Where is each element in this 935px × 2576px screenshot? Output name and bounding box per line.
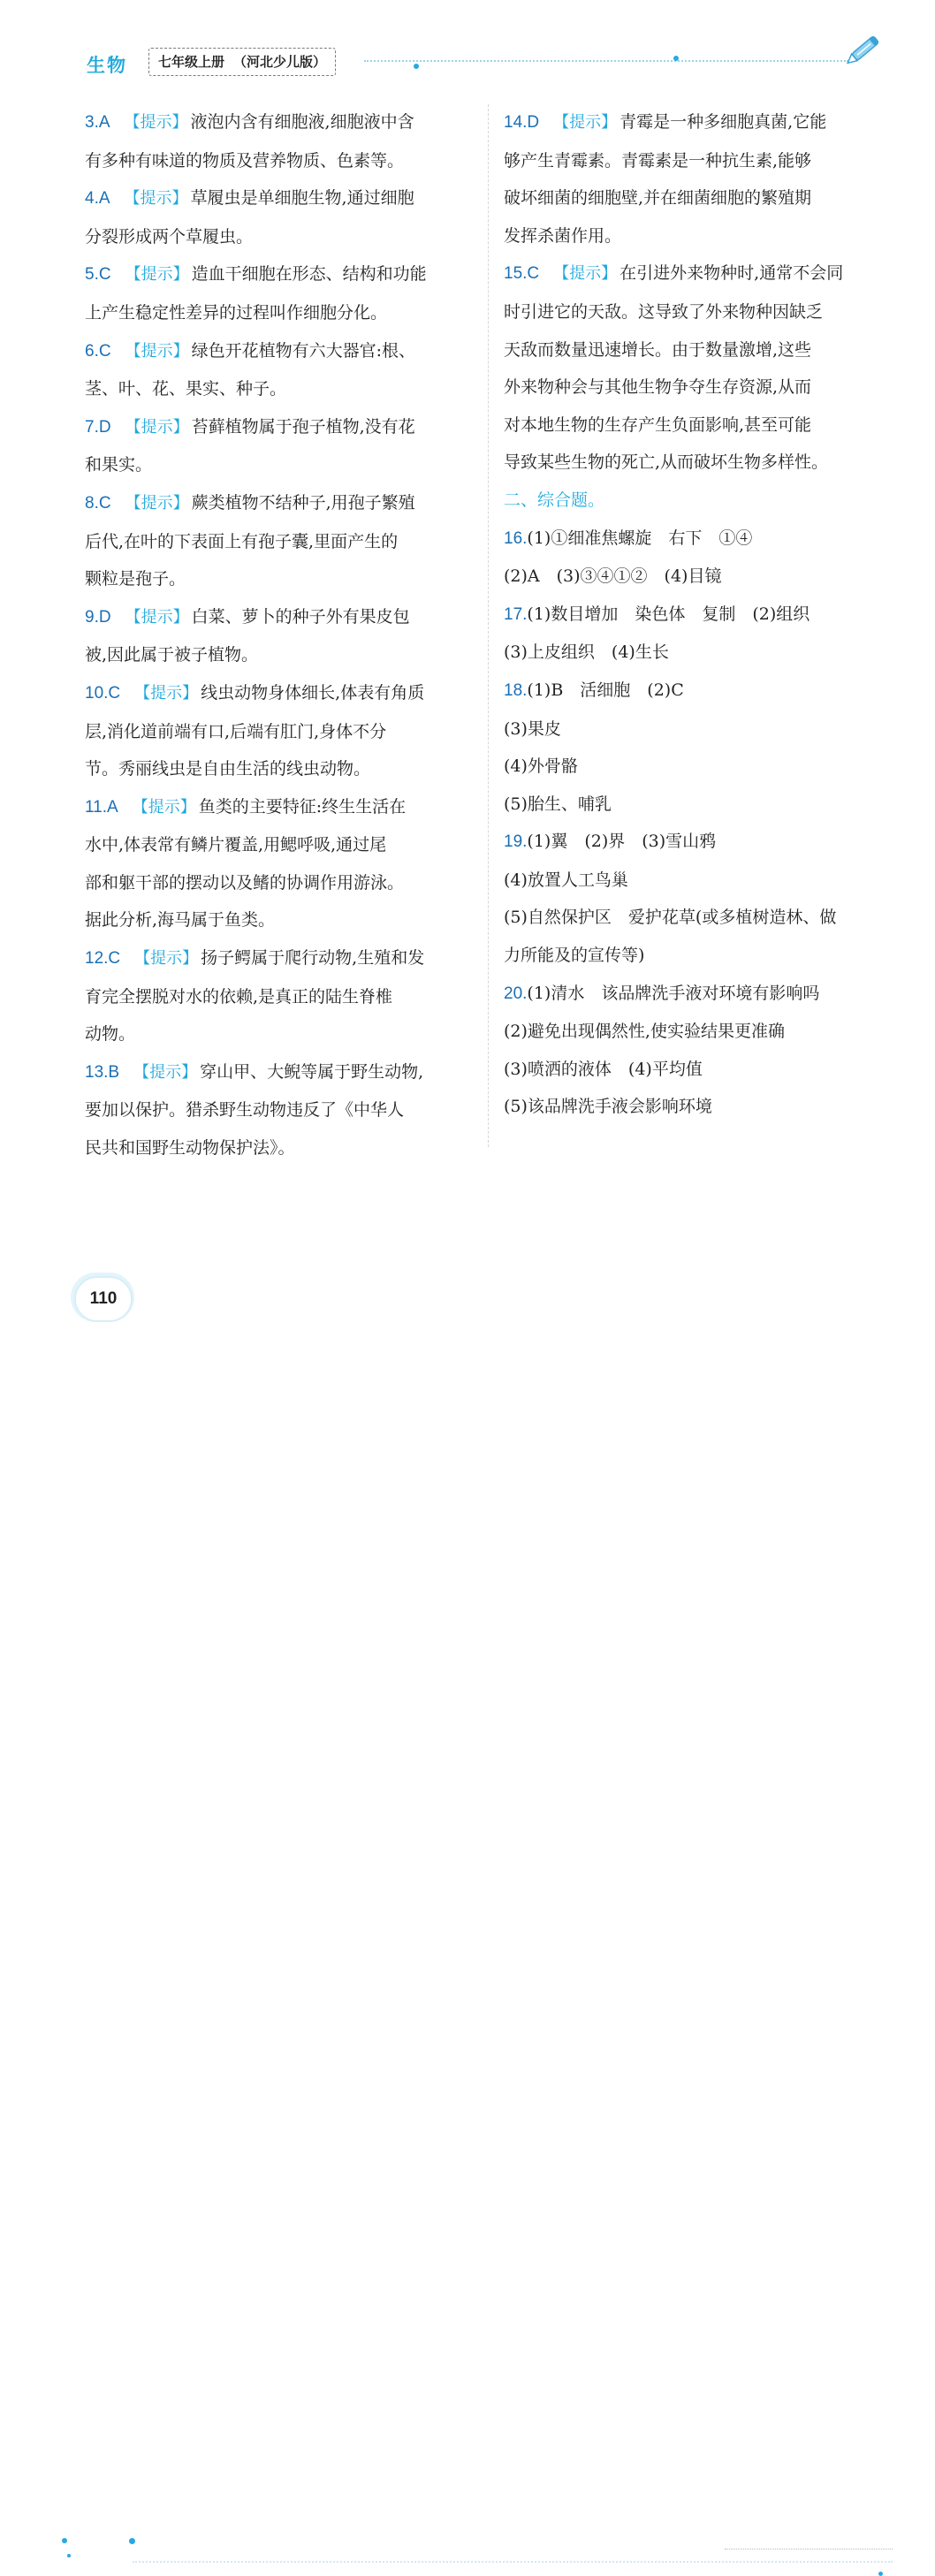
answer-item: [85, 939, 470, 1053]
answer-line: [85, 523, 470, 561]
header-dot: [414, 64, 419, 69]
answer-line: [85, 978, 470, 1016]
answer-choice: A: [98, 113, 110, 132]
hint-label: 【提示】: [553, 113, 618, 132]
answer-line: [85, 713, 470, 751]
answer-text: (2)A (3)③④①② (4)目镜: [504, 566, 722, 587]
answer-text: (3)果皮: [504, 718, 561, 739]
question-number: 5.: [85, 265, 99, 285]
hint-text: 在引进外来物种时,通常不会同: [620, 263, 844, 284]
hint-label: 【提示】: [132, 797, 196, 817]
question-number: 20.: [504, 984, 528, 1003]
hint-text: 据此分析,海马属于鱼类。: [85, 910, 276, 931]
hint-text: 草履虫是单细胞生物,通过细胞: [190, 188, 414, 209]
hint-text: 外来物种会与其他生物争夺生存资源,从而: [504, 377, 812, 398]
hint-text: 动物。: [85, 1024, 136, 1045]
answer-line: [504, 786, 886, 824]
hint-text: 和果实。: [85, 455, 153, 475]
answer-line: [504, 672, 886, 710]
answer-line: [504, 862, 886, 900]
answer-line: [504, 558, 886, 596]
footer-dot: [129, 2538, 135, 2544]
answer-block: [504, 596, 886, 672]
answer-text: (3)上皮组织 (4)生长: [504, 642, 669, 663]
answer-line: [85, 446, 470, 484]
answer-line: [85, 1091, 470, 1129]
hint-text: 茎、叶、花、果实、种子。: [85, 379, 287, 399]
answer-line: [85, 1053, 470, 1092]
answer-choice: C: [98, 265, 111, 285]
answer-line: [504, 520, 886, 559]
hint-text: 被,因此属于被子植物。: [85, 645, 259, 665]
answer-item: [85, 332, 470, 408]
question-number: 17.: [504, 604, 528, 624]
question-number: 8.: [85, 493, 99, 513]
answer-line: [504, 407, 886, 445]
answer-choice: A: [98, 189, 110, 209]
question-number: 13.: [85, 1062, 109, 1082]
hint-label: 【提示】: [124, 113, 188, 132]
answer-line: [85, 826, 470, 864]
answer-line: [504, 331, 886, 369]
hint-text: 对本地生物的生存产生负面影响,甚至可能: [504, 414, 812, 435]
header-dotted-line: [364, 60, 848, 62]
answer-item: [85, 484, 470, 598]
hint-text: 破坏细菌的细胞壁,并在细菌细胞的繁殖期: [504, 188, 812, 209]
footer-dot: [62, 2538, 67, 2543]
hint-label: 【提示】: [134, 949, 199, 969]
answer-text: (1)清水 该品牌洗手液对环境有影响吗: [527, 983, 820, 1003]
answer-line: [504, 1051, 886, 1089]
answer-item: [504, 255, 886, 482]
question-number: 11.: [85, 797, 108, 817]
answer-line: [85, 560, 470, 598]
hint-text: 育完全摆脱对水的依赖,是真正的陆生脊椎: [85, 986, 393, 1007]
question-number: 15.: [504, 264, 528, 284]
answer-line: [85, 370, 470, 408]
answer-choice: C: [108, 949, 121, 969]
hint-text: 颗粒是孢子。: [85, 569, 186, 589]
answer-text: (1)数目增加 染色体 复制 (2)组织: [527, 604, 810, 624]
answer-line: [504, 975, 886, 1014]
answer-line: [85, 750, 470, 788]
hint-text: 蕨类植物不结种子,用孢子繁殖: [191, 492, 415, 513]
question-number: 10.: [85, 683, 109, 703]
hint-text: 鱼类的主要特征:终生生活在: [198, 796, 407, 817]
question-number: 7.: [85, 417, 99, 437]
section-title: 二、综合题。: [504, 490, 605, 510]
answer-choice: C: [98, 493, 111, 513]
answer-text: (5)胎生、哺乳: [504, 794, 612, 814]
hint-label: 【提示】: [125, 607, 189, 627]
hint-text: 上产生稳定性差异的过程叫作细胞分化。: [85, 302, 388, 323]
hint-text: 后代,在叶的下表面上有孢子囊,里面产生的: [85, 531, 399, 551]
question-number: 6.: [85, 341, 99, 361]
answer-line: [85, 1129, 470, 1167]
answer-line: [85, 103, 470, 142]
answer-line: [85, 864, 470, 902]
answer-choice: C: [527, 264, 540, 284]
page-header: [0, 0, 935, 88]
answer-line: [85, 598, 470, 637]
question-number: 3.: [85, 113, 99, 132]
answer-line: [85, 255, 470, 294]
answer-line: [504, 293, 886, 331]
left-column: [85, 103, 470, 1167]
answer-text: 力所能及的宣传等): [504, 946, 645, 966]
answer-choice: C: [108, 683, 121, 703]
answer-item: [85, 788, 470, 939]
answer-text: (5)该品牌洗手液会影响环境: [504, 1097, 712, 1117]
answer-item: [85, 598, 470, 674]
answer-line: [504, 596, 886, 635]
hint-text: 绿色开花植物有六大器官:根、: [191, 340, 415, 361]
grade-label-box: [148, 48, 336, 76]
answer-text: (4)外骨骼: [504, 756, 578, 777]
question-number: 12.: [85, 949, 109, 969]
answer-item: [85, 408, 470, 484]
answer-line: [85, 408, 470, 447]
hint-text: 部和躯干部的摆动以及鳍的协调作用游泳。: [85, 872, 405, 893]
hint-text: 时引进它的天敌。这导致了外来物种因缺乏: [504, 301, 824, 322]
footer-dot: [878, 2572, 883, 2576]
subject-title: 生物: [87, 55, 127, 76]
question-number: 19.: [504, 832, 528, 852]
hint-text: 分裂形成两个草履虫。: [85, 226, 254, 247]
answer-block: [504, 520, 886, 596]
answer-text: (1)①细准焦螺旋 右下 ①④: [527, 528, 753, 548]
question-number: 4.: [85, 189, 99, 209]
answer-line: [504, 1088, 886, 1126]
answer-line: [504, 103, 886, 142]
question-number: 16.: [504, 528, 528, 548]
answer-line: [85, 788, 470, 827]
hint-text: 导致某些生物的死亡,从而破坏生物多样性。: [504, 452, 829, 473]
hint-text: 层,消化道前端有口,后端有肛门,身体不分: [85, 721, 387, 741]
answer-item: [504, 103, 886, 255]
answer-line: [504, 369, 886, 407]
answer-text: (1)B 活细胞 (2)C: [527, 680, 684, 700]
answer-line: [85, 1015, 470, 1053]
answer-text: (4)放置人工鸟巢: [504, 870, 628, 890]
answer-line: [504, 255, 886, 293]
hint-label: 【提示】: [124, 189, 188, 209]
answer-line: [504, 899, 886, 937]
answer-line: [85, 674, 470, 713]
right-column: [504, 103, 886, 1126]
answer-item: [85, 103, 470, 179]
answer-list: [504, 520, 886, 1127]
answer-choice: D: [98, 417, 111, 437]
hint-text: 苔藓植物属于孢子植物,没有花: [191, 416, 415, 437]
answer-block: [504, 672, 886, 823]
answer-line: [504, 142, 886, 180]
answer-line: [85, 636, 470, 674]
hint-label: 【提示】: [125, 417, 189, 437]
hint-text: 有多种有味道的物质及营养物质、色素等。: [85, 150, 405, 171]
hint-text: 天敌而数量迅速增长。由于数量激增,这些: [504, 339, 812, 360]
question-number: 18.: [504, 680, 528, 700]
answer-text: (5)自然保护区 爱护花草(或多植树造林、做: [504, 908, 837, 928]
answer-line: [85, 142, 470, 180]
answer-line: [504, 1013, 886, 1051]
question-number: 14.: [504, 113, 528, 132]
hint-text: 穿山甲、大鲵等属于野生动物,: [200, 1061, 424, 1082]
answer-line: [85, 484, 470, 523]
answer-line: [85, 179, 470, 218]
hint-label: 【提示】: [125, 265, 189, 285]
grade-label: 七年级上册: [158, 54, 225, 70]
hint-text: 线虫动物身体细长,体表有角质: [201, 682, 425, 703]
answer-line: [85, 901, 470, 939]
answer-line: [85, 294, 470, 332]
answer-choice: D: [98, 607, 111, 627]
answer-item: [85, 674, 470, 788]
answer-line: [504, 444, 886, 482]
hint-label: 【提示】: [133, 1062, 198, 1082]
hint-text: 扬子鳄属于爬行动物,生殖和发: [201, 948, 425, 969]
answer-item: [85, 1053, 470, 1167]
hint-label: 【提示】: [553, 264, 618, 284]
answer-item: [85, 179, 470, 255]
answer-block: [504, 975, 886, 1126]
hint-label: 【提示】: [134, 683, 199, 703]
footer-dotted-line: [133, 2561, 893, 2563]
hint-label: 【提示】: [125, 493, 189, 513]
answer-line: [504, 217, 886, 255]
answer-item: [85, 255, 470, 331]
answer-line: [85, 939, 470, 978]
answer-choice: A: [107, 797, 118, 817]
column-divider: [488, 104, 489, 1147]
right-items: [504, 103, 886, 482]
answer-choice: B: [108, 1062, 120, 1082]
hint-text: 造血干细胞在形态、结构和功能: [191, 264, 427, 285]
hint-text: 民共和国野生动物保护法》。: [85, 1138, 295, 1159]
answer-block: [504, 823, 886, 974]
answer-text: (1)翼 (2)界 (3)雪山鸦: [527, 832, 717, 852]
hint-text: 水中,体表常有鳞片覆盖,用鳃呼吸,通过尾: [85, 835, 387, 855]
answer-line: [504, 179, 886, 217]
hint-text: 发挥杀菌作用。: [504, 225, 622, 246]
hint-text: 液泡内含有细胞液,细胞液中含: [190, 112, 414, 132]
answer-line: [504, 748, 886, 786]
hint-text: 白菜、萝卜的种子外有果皮包: [191, 606, 410, 627]
hint-text: 节。秀丽线虫是自由生活的线虫动物。: [85, 759, 371, 779]
footer-dot: [67, 2554, 71, 2557]
answer-choice: D: [527, 113, 540, 132]
answer-text: (3)喷洒的液体 (4)平均值: [504, 1059, 703, 1079]
answer-line: [85, 332, 470, 371]
answer-line: [85, 218, 470, 256]
hint-text: 要加以保护。猎杀野生动物违反了《中华人: [85, 1100, 405, 1121]
answer-text: (2)避免出现偶然性,使实验结果更准确: [504, 1022, 785, 1042]
page-footer: [0, 1246, 935, 1357]
answer-line: [504, 710, 886, 748]
pen-icon: [843, 30, 887, 69]
answer-line: [504, 634, 886, 672]
answer-choice: C: [98, 341, 111, 361]
hint-text: 青霉是一种多细胞真菌,它能: [620, 112, 827, 132]
answer-line: [504, 937, 886, 975]
hint-label: 【提示】: [125, 341, 189, 361]
hint-text: 够产生青霉素。青霉素是一种抗生素,能够: [504, 150, 812, 171]
question-number: 9.: [85, 607, 99, 627]
answer-line: [504, 823, 886, 862]
page-number: 110: [74, 1276, 133, 1322]
edition-label: （河北少儿版）: [233, 54, 327, 70]
header-dot: [673, 56, 679, 61]
